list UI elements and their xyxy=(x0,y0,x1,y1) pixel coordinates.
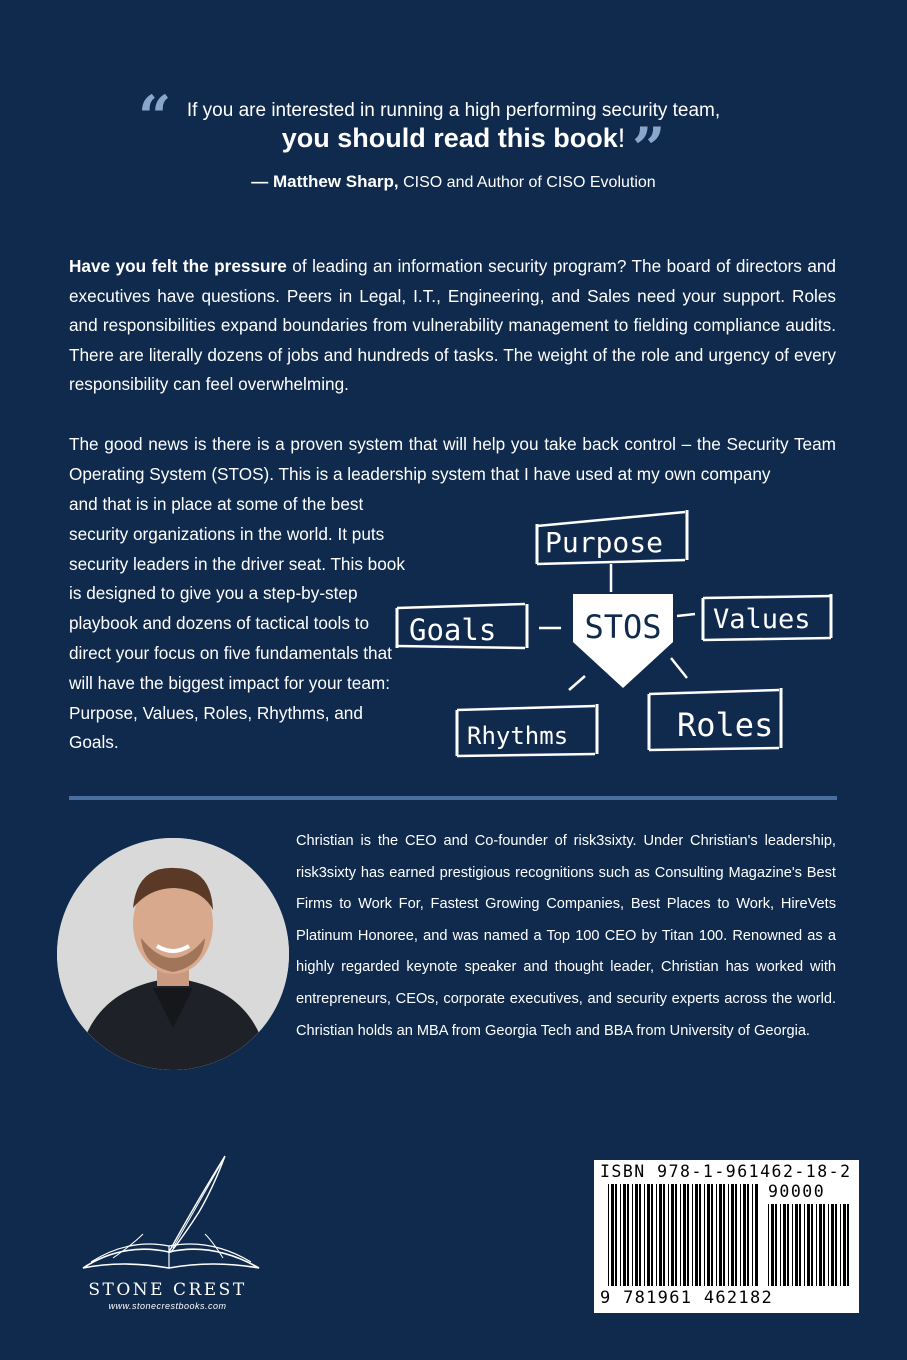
barcode-bar xyxy=(659,1184,662,1286)
quote-attribution xyxy=(0,172,907,192)
barcode-bar xyxy=(680,1184,681,1286)
barcode-bar xyxy=(787,1204,789,1286)
barcode-bar xyxy=(771,1204,774,1286)
barcode-bar xyxy=(671,1184,674,1286)
main-barcode-bars xyxy=(608,1184,758,1286)
barcode-bar xyxy=(752,1184,753,1286)
barcode-bar xyxy=(695,1184,698,1286)
barcode-bar xyxy=(783,1204,786,1286)
barcode-bar xyxy=(819,1204,822,1286)
barcode-bar xyxy=(792,1204,793,1286)
barcode-bar xyxy=(719,1184,722,1286)
author-photo xyxy=(57,838,289,1070)
intro-lead: Have you felt the pressure xyxy=(69,256,287,276)
barcode-bar xyxy=(668,1184,669,1286)
barcode-bar xyxy=(711,1184,713,1286)
stos-node xyxy=(573,594,673,688)
stos-diagram-svg xyxy=(385,500,845,770)
stos-diagram xyxy=(385,500,845,770)
barcode-bar xyxy=(632,1184,633,1286)
barcode-bar xyxy=(804,1204,805,1286)
barcode-bar xyxy=(755,1184,758,1286)
quote-exclamation: ! xyxy=(617,123,626,153)
close-quote-icon: ” xyxy=(632,115,666,183)
barcode-bar xyxy=(663,1184,665,1286)
isbn-number: ISBN 978-1-961462-18-2 xyxy=(600,1162,852,1181)
barcode-bar xyxy=(811,1204,813,1286)
barcode-bar xyxy=(627,1184,629,1286)
barcode-bar xyxy=(611,1184,614,1286)
quote-line-2 xyxy=(0,123,907,154)
barcode-bar xyxy=(799,1204,801,1286)
barcode-bar xyxy=(683,1184,686,1286)
price-code: 90000 xyxy=(768,1182,826,1201)
quote-author: — Matthew Sharp, xyxy=(251,172,399,191)
barcode-bar xyxy=(835,1204,837,1286)
isbn-barcode xyxy=(594,1160,859,1313)
barcode-bar xyxy=(675,1184,677,1286)
barcode-bar xyxy=(743,1184,746,1286)
barcode-bar xyxy=(723,1184,725,1286)
barcode-bar xyxy=(840,1204,841,1286)
publisher-logo xyxy=(70,1148,270,1318)
barcode-bar xyxy=(615,1184,617,1286)
purpose-node xyxy=(537,510,687,564)
goals-label: Goals xyxy=(409,613,497,647)
barcode-bar xyxy=(651,1184,653,1286)
goals-node xyxy=(397,604,527,648)
roles-label: Roles xyxy=(677,706,774,744)
barcode-bar xyxy=(716,1184,717,1286)
good-news-paragraph: The good news is there is a proven system that will help you take back control – the Security Team Operating System (STOS). This is a leadership system that I have used at my own company xyxy=(69,434,836,484)
barcode-bar xyxy=(707,1184,710,1286)
barcode-bar xyxy=(644,1184,645,1286)
intro-body: of leading an information security program? The board of directors and executives have questions. Peers in Legal, I.T., Engineering, and Sales need your support. Roles and responsibilities expand boundaries from vulnerability management to fielding compliance audits. There are literally dozens of jobs and hundreds of tasks. The weight of the role and urgency of every responsibility can feel overwhelming. xyxy=(69,256,836,395)
barcode-bar xyxy=(735,1184,737,1286)
barcode-bar xyxy=(795,1204,798,1286)
barcode-digits: 9 781961 462182 xyxy=(600,1288,774,1308)
barcode-bar xyxy=(728,1184,729,1286)
values-node xyxy=(703,594,831,640)
barcode-bar xyxy=(623,1184,626,1286)
barcode-bar xyxy=(635,1184,638,1286)
publisher-url: www.stonecrestbooks.com xyxy=(108,1301,227,1311)
barcode-bar xyxy=(768,1204,769,1286)
roles-node xyxy=(649,688,781,750)
open-quote-icon: “ xyxy=(138,83,172,151)
stos-label: STOS xyxy=(584,608,662,646)
barcode-bar xyxy=(620,1184,621,1286)
barcode-bar xyxy=(608,1184,609,1286)
barcode-bar xyxy=(828,1204,829,1286)
barcode-bar xyxy=(816,1204,817,1286)
barcode-bar xyxy=(647,1184,650,1286)
publisher-name: STONE CREST xyxy=(88,1280,247,1300)
barcode-bar xyxy=(747,1184,749,1286)
barcode-bar xyxy=(656,1184,657,1286)
intro-paragraph xyxy=(69,252,836,400)
author-silhouette-icon xyxy=(57,838,289,1070)
barcode-bar xyxy=(807,1204,810,1286)
barcode-bar xyxy=(780,1204,781,1286)
section-divider xyxy=(69,796,837,800)
purpose-label: Purpose xyxy=(545,526,664,559)
author-bio: Christian is the CEO and Co-founder of risk3sixty. Under Christian's leadership, risk3sixty has earned prestigious recognitions such as Consulting Magazine's Best Firms to Work For, Fastest Growing Companies, Best Places to Work, HireVets Platinum Honoree, and was named a Top 100 CEO by Titan 100. Renowned as a highly regarded keynote speaker and thought leader, Christian has worked with entrepreneurs, CEOs, corporate executives, and security experts across the world. Christian holds an MBA from Georgia Tech and BBA from University of Georgia. xyxy=(296,833,836,1039)
barcode-bar xyxy=(699,1184,701,1286)
values-label: Values xyxy=(713,604,811,635)
addon-barcode-bars xyxy=(768,1204,850,1286)
quote-line-1: If you are interested in running a high performing security team, xyxy=(186,100,721,121)
barcode-bar xyxy=(843,1204,846,1286)
barcode-bar xyxy=(775,1204,777,1286)
quote-emphasis: you should read this book xyxy=(281,123,618,153)
barcode-bar xyxy=(740,1184,741,1286)
rhythms-label: Rhythms xyxy=(467,722,569,750)
barcode-bar xyxy=(847,1204,849,1286)
quote-author-title: CISO and Author of CISO Evolution xyxy=(403,174,656,191)
barcode-bar xyxy=(692,1184,693,1286)
barcode-bar xyxy=(823,1204,825,1286)
barcode-bar xyxy=(639,1184,641,1286)
rhythms-node xyxy=(457,704,597,756)
good-news-continued: and that is in place at some of the best security organizations in the world. It puts security leaders in the driver seat. This book is designed to give you a step-by-step playbook and dozens of tactical tools to direct your focus on five fundamentals that will have the biggest impact for your team: Purpose, Values, Roles, Rhythms, and Goals. xyxy=(69,494,405,753)
quill-book-icon xyxy=(73,1148,268,1278)
barcode-bar xyxy=(687,1184,689,1286)
barcode-bar xyxy=(831,1204,834,1286)
barcode-bar xyxy=(704,1184,705,1286)
barcode-bar xyxy=(731,1184,734,1286)
